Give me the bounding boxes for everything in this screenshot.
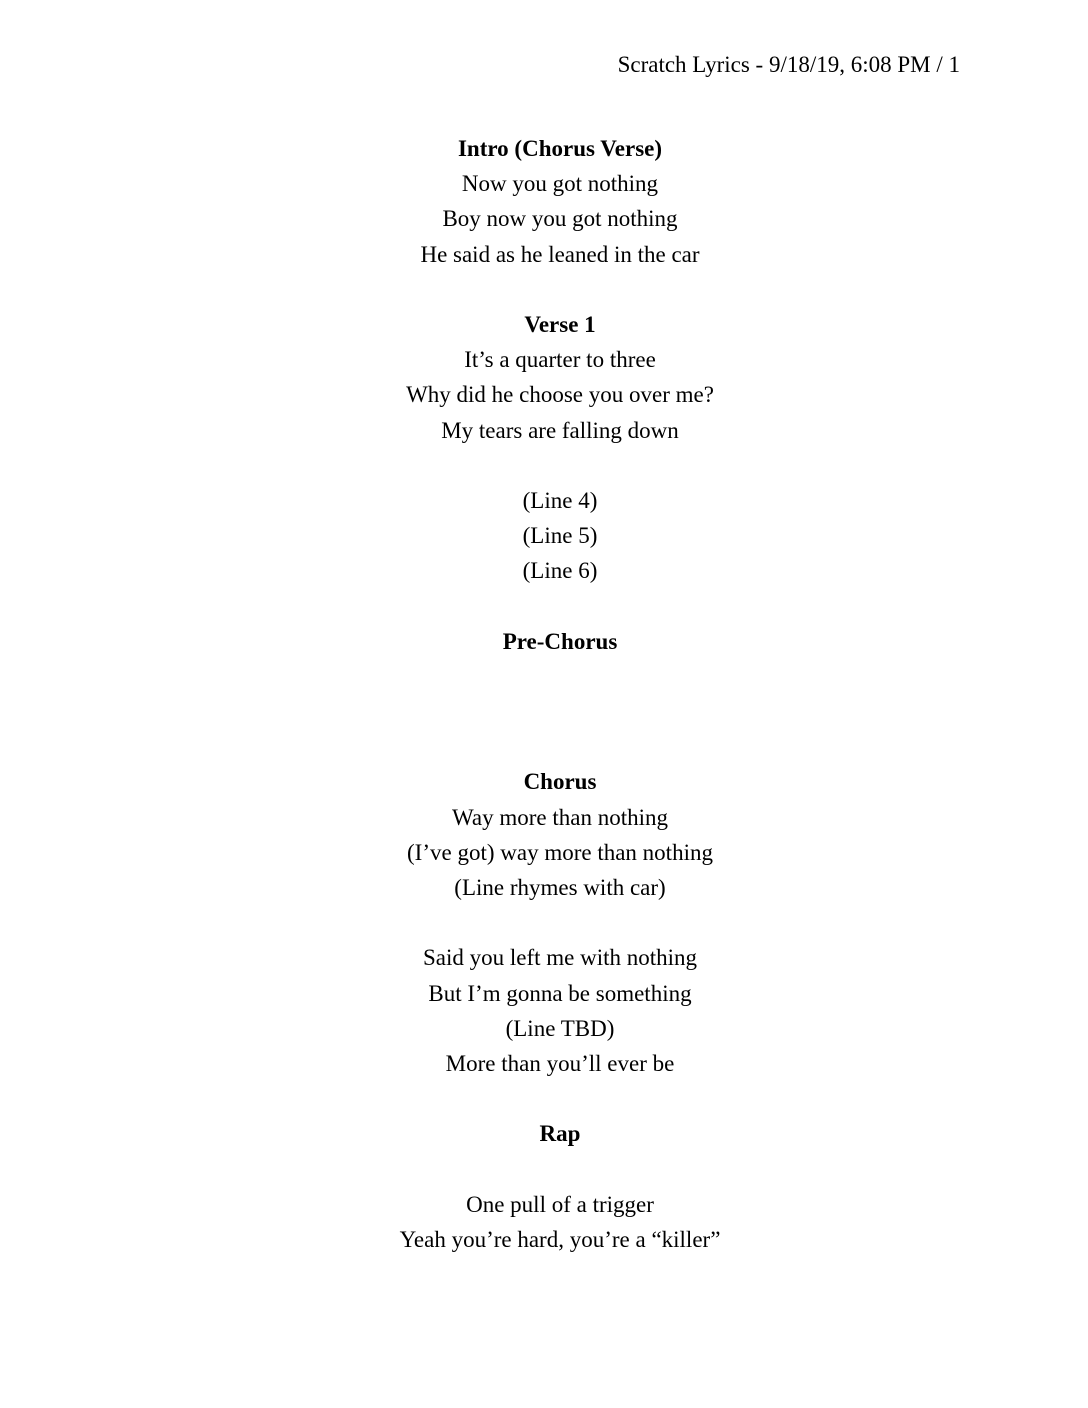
- blank-line: [0, 729, 1088, 764]
- lyric-line: More than you’ll ever be: [445, 1050, 675, 1076]
- lyrics-body: [0, 131, 1088, 1257]
- lyric-line: (Line rhymes with car): [454, 874, 666, 900]
- lyric-line: Now you got nothing: [461, 171, 659, 197]
- blank-line: [0, 1151, 1088, 1186]
- lyric-line: But I’m gonna be something: [428, 980, 692, 1006]
- page-header: Scratch Lyrics - 9/18/19, 6:08 PM / 1: [617, 52, 960, 77]
- lyric-line: (Line TBD): [505, 1015, 615, 1041]
- lyric-line: (I’ve got) way more than nothing: [407, 839, 713, 865]
- section-heading: Rap: [539, 1121, 581, 1147]
- lyric-line: (Line 4): [522, 487, 598, 513]
- lyric-line: Said you left me with nothing: [422, 945, 698, 971]
- lyric-line: (Line 5): [522, 523, 598, 549]
- lyric-line: Way more than nothing: [452, 804, 668, 830]
- lyric-line: Boy now you got nothing: [442, 206, 678, 232]
- lyric-line: Why did he choose you over me?: [406, 382, 714, 408]
- blank-line: [0, 694, 1088, 729]
- blank-line: [0, 448, 1088, 483]
- lyric-line: It’s a quarter to three: [464, 347, 656, 373]
- blank-line: [0, 659, 1088, 694]
- blank-line: [0, 905, 1088, 940]
- section-heading: Chorus: [523, 769, 597, 795]
- lyric-line: My tears are falling down: [441, 417, 679, 443]
- section-heading: Intro (Chorus Verse): [457, 136, 663, 161]
- blank-line: [0, 272, 1088, 307]
- blank-line: [0, 1081, 1088, 1116]
- section-heading: Pre-Chorus: [502, 628, 618, 654]
- lyric-line: Yeah you’re hard, you’re a “killer”: [399, 1226, 721, 1252]
- lyric-line: He said as he leaned in the car: [420, 241, 700, 267]
- blank-line: [0, 588, 1088, 623]
- section-heading: Verse 1: [524, 311, 596, 337]
- lyric-line: One pull of a trigger: [466, 1191, 654, 1217]
- lyric-line: (Line 6): [522, 558, 598, 584]
